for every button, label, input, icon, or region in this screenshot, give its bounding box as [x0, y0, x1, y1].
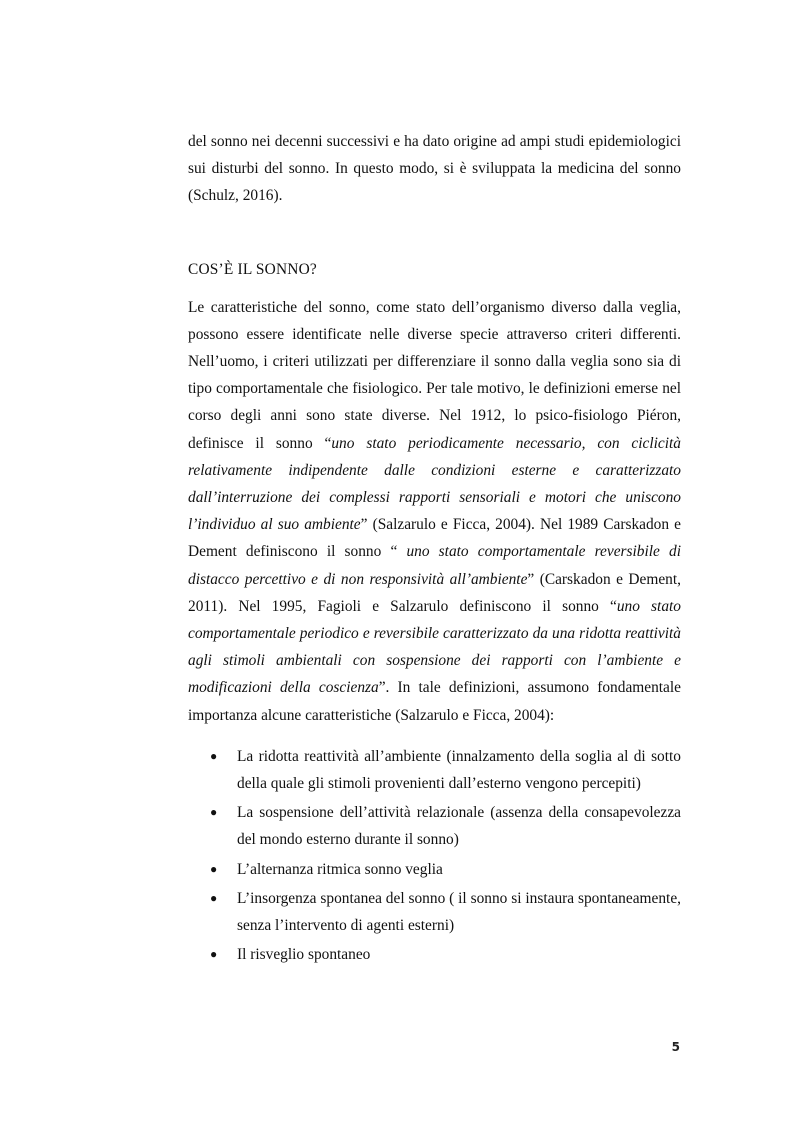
list-item — [188, 941, 681, 968]
bullet-icon: ● — [210, 861, 218, 876]
bullet-icon: ● — [210, 805, 218, 820]
list-item-text: Il risveglio spontaneo — [237, 946, 371, 964]
list-item — [188, 885, 681, 939]
list-item-text: L’alternanza ritmica sonno veglia — [237, 860, 443, 878]
spacer — [188, 210, 681, 256]
definitions-text-4: ”. In tale definizioni, assumono fondamentale importanza alcune caratteristiche (Salzarulo e Ficca, 2004): — [188, 679, 681, 724]
list-item — [188, 856, 681, 883]
spacer — [188, 729, 681, 743]
definitions-text-1: Le caratteristiche del sonno, come stato dell’organismo diverso dalla veglia, possono essere identificate nelle diverse specie attraverso criteri differenti. Nell’uomo, i criteri utilizzati per differenziare il sonno dalla veglia sono sia di tipo comportamentale che fisiologico. Per tale motivo, le definizioni emerse nel corso degli anni sono state diverse. Nel 1912, lo psico-fisiologo Piéron, definisce il sonno “ — [188, 298, 681, 452]
intro-paragraph: del sonno nei decenni successivi e ha dato origine ad ampi studi epidemiologici sui disturbi del sonno. In questo modo, si è sviluppata la medicina del sonno (Schulz, 2016). — [188, 133, 681, 205]
list-item-text: La ridotta reattività all’ambiente (innalzamento della soglia al di sotto della quale gli stimoli provenienti dall’esterno vengono percepiti) — [237, 747, 681, 793]
list-item — [188, 743, 681, 797]
section-heading: COS’È IL SONNO? — [188, 260, 317, 278]
definitions-text-2: ” (Salzarulo e Ficca, 2004). Nel 1989 Carskadon e Dement definiscono il sonno “ — [188, 516, 681, 561]
list-item-text: La sospensione dell’attività relazionale (assenza della consapevolezza del mondo esterno durante il sonno) — [237, 804, 681, 849]
bullet-icon: ● — [210, 947, 218, 962]
carskadon-quote: uno stato comportamentale reversibile di distacco percettivo e di non responsività all’ambiente — [188, 543, 681, 588]
bullet-icon: ● — [210, 890, 218, 905]
list-item — [188, 799, 681, 853]
spacer — [188, 283, 681, 294]
pieron-quote: uno stato periodicamente necessario, con ciclicità relativamente indipendente dalle condizioni esterne e caratterizzato dall’interruzione dei complessi rapporti sensoriali e motori che uniscono l’individuo al suo ambiente — [188, 434, 681, 534]
list-item-text: L’insorgenza spontanea del sonno ( il sonno si instaura spontaneamente, senza l’intervento di agenti esterni) — [237, 889, 681, 935]
definitions-text-3: ” (Carskadon e Dement, 2011). Nel 1995, Fagioli e Salzarulo definiscono il sonno “ — [188, 570, 681, 615]
bullet-icon: ● — [210, 748, 218, 763]
characteristics-list — [188, 743, 681, 969]
page-body — [188, 128, 681, 970]
definitions-paragraph — [188, 294, 681, 729]
page-number: 5 — [671, 1040, 680, 1054]
fagioli-quote: uno stato comportamentale periodico e reversibile caratterizzato da una ridotta reattività agli stimoli ambientali con sospensione dei rapporti con l’ambiente e modificazioni della coscienza — [188, 597, 681, 697]
